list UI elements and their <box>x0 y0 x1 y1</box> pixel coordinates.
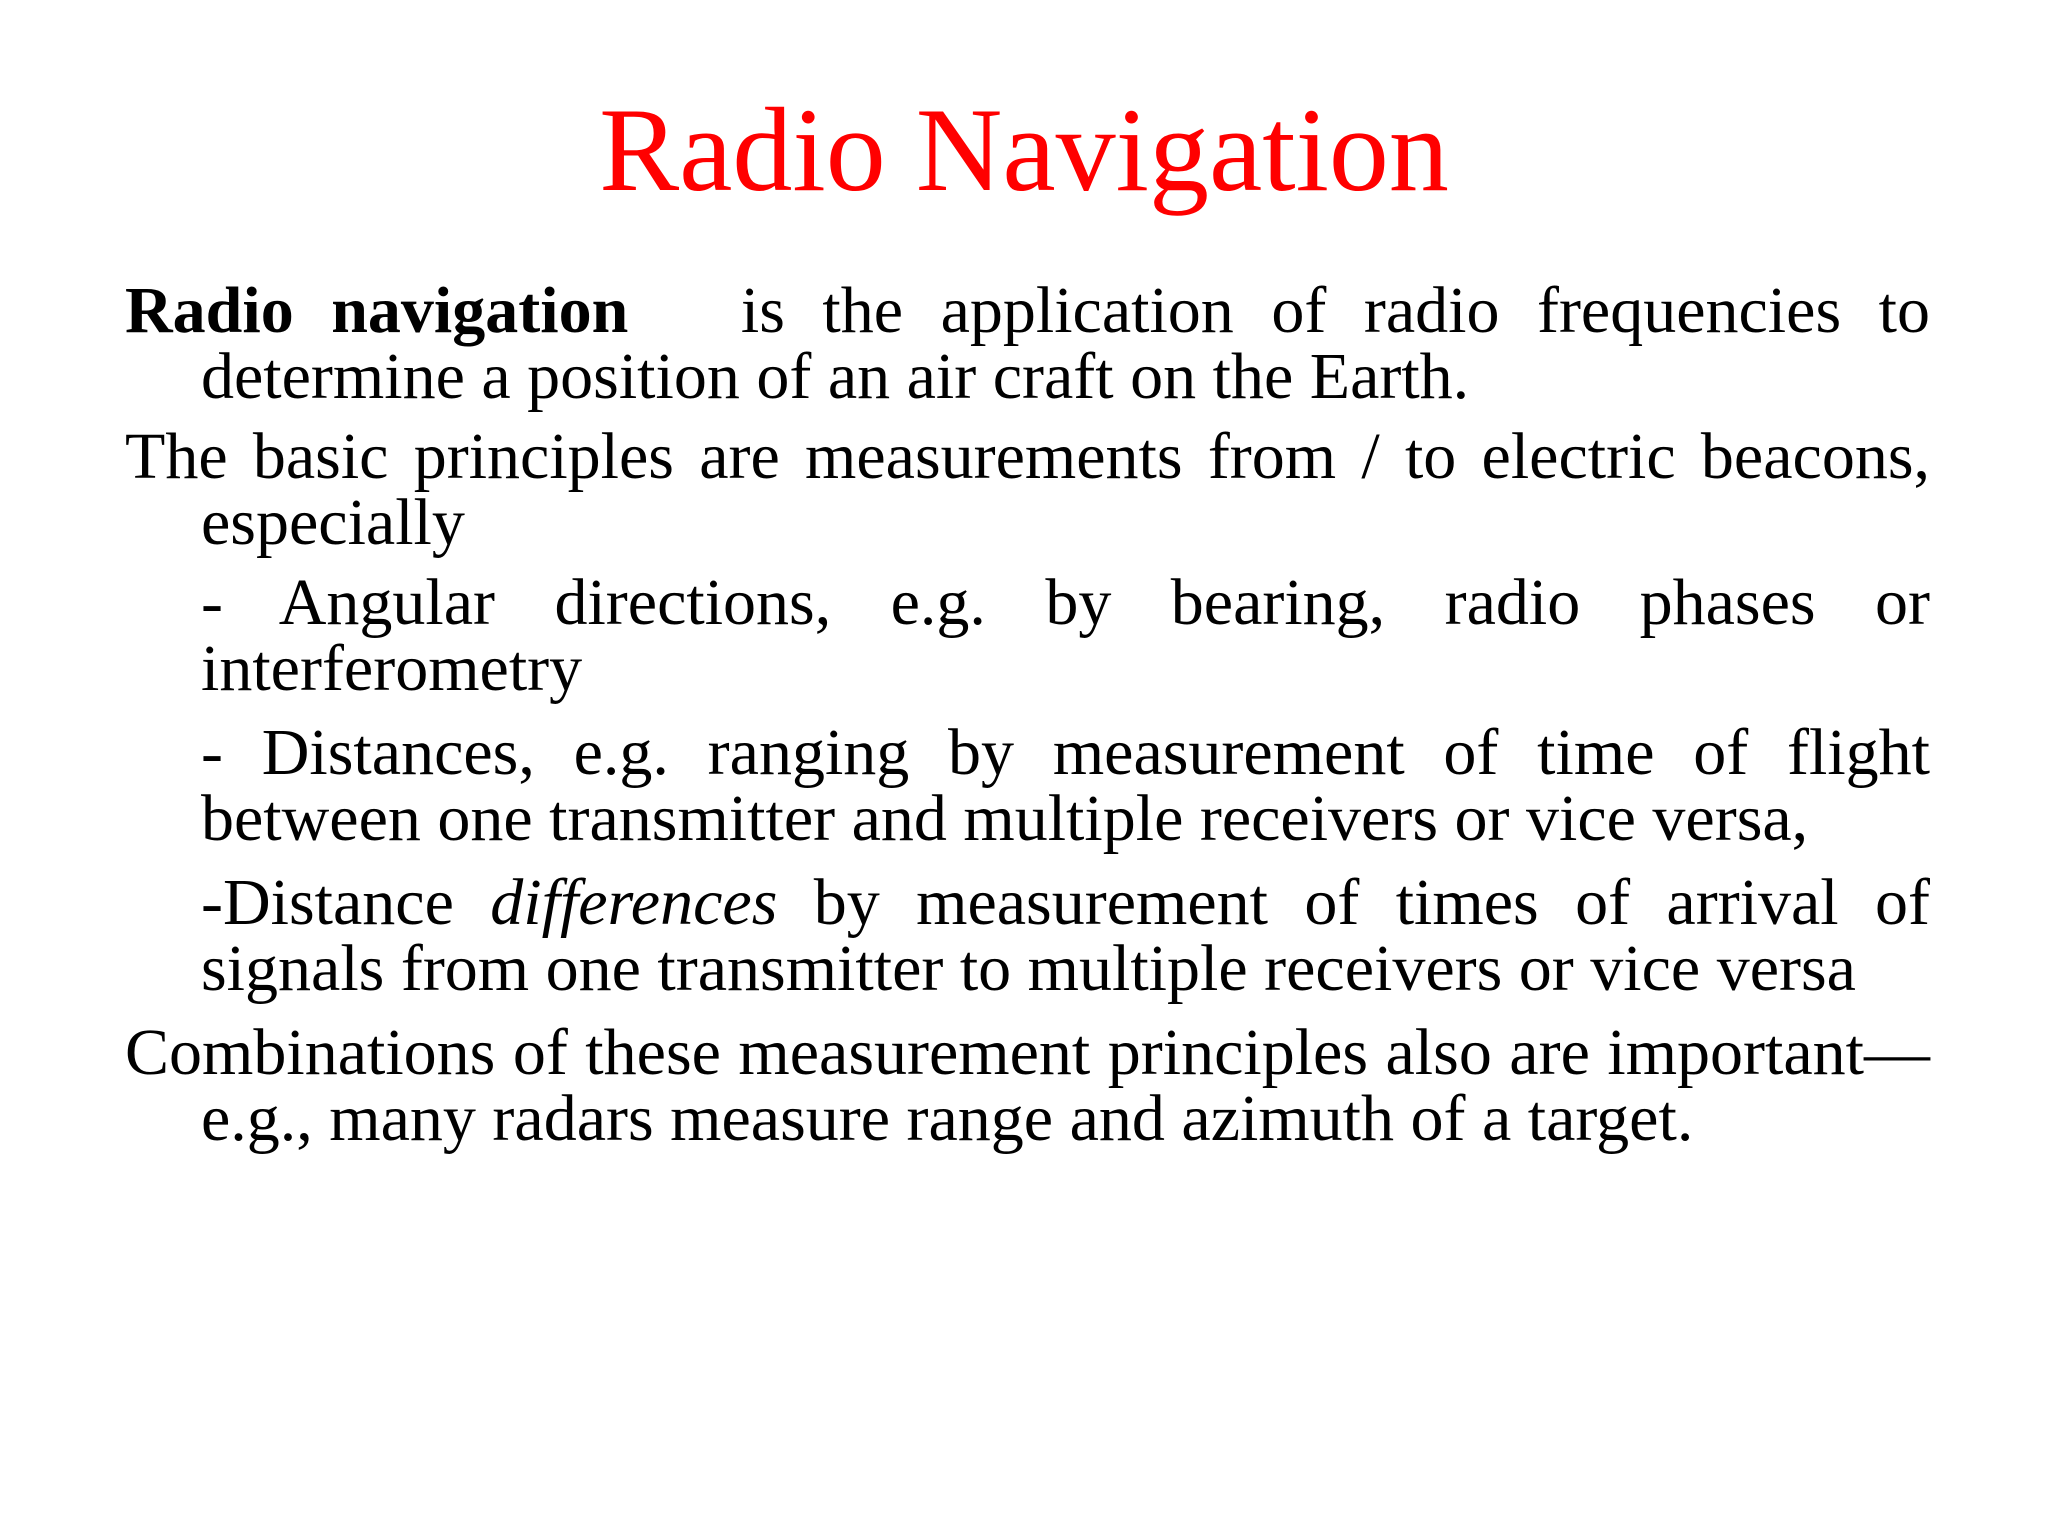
principle-item-distance-differences <box>125 866 1930 1005</box>
item-lead: -Distance <box>201 866 454 939</box>
emphasis-differences: differences <box>490 866 778 939</box>
defined-term: Radio navigation <box>125 274 629 347</box>
item-text: by measurement of times of arrival of signals from one transmitter to multiple receivers or vice versa <box>201 866 1930 1005</box>
paragraph-principles: The basic principles are measurements from / to electric beacons, especially <box>125 420 1930 559</box>
principle-item-distances: - Distances, e.g. ranging by measurement of time of flight between one transmitter and multiple receivers or vice versa, <box>201 716 1930 855</box>
paragraph-definition <box>125 274 1930 413</box>
slide-title: Radio Navigation <box>599 83 1449 216</box>
principle-item-angular: - Angular directions, e.g. by bearing, radio phases or interferometry <box>201 566 1930 705</box>
paragraph-combinations: Combinations of these measurement principles also are important—e.g., many radars measure range and azimuth of a target. <box>125 1016 1930 1155</box>
definition-text: is the application of radio frequencies to determine a position of an air craft on the Earth. <box>201 274 1930 413</box>
slide-body <box>125 274 1930 1166</box>
